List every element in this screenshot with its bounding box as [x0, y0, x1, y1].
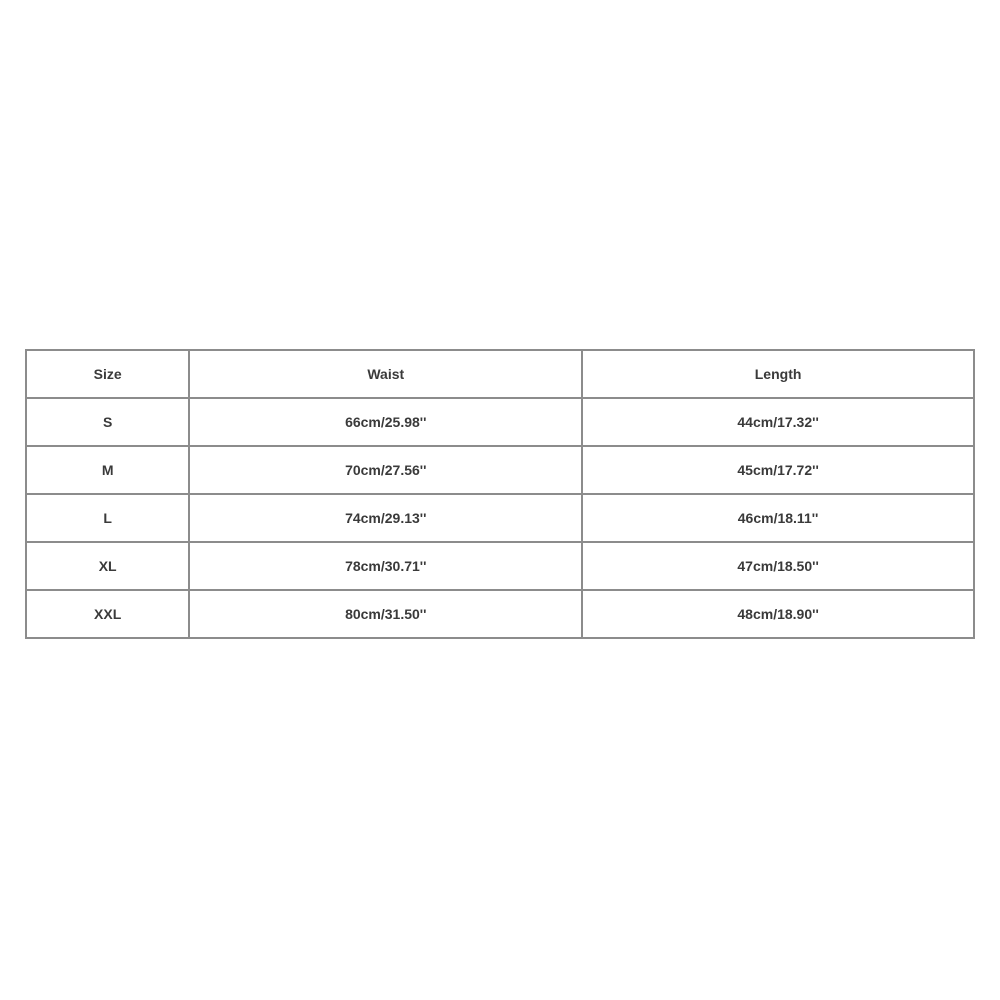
table-row: [26, 542, 974, 590]
cell-waist: 66cm/25.98'': [189, 398, 582, 446]
table-header-row: [26, 350, 974, 398]
cell-size: XL: [26, 542, 189, 590]
cell-length: 44cm/17.32'': [582, 398, 974, 446]
cell-waist: 80cm/31.50'': [189, 590, 582, 638]
table-row: [26, 494, 974, 542]
cell-waist: 74cm/29.13'': [189, 494, 582, 542]
cell-size: S: [26, 398, 189, 446]
table-row: [26, 446, 974, 494]
cell-size: M: [26, 446, 189, 494]
cell-length: 45cm/17.72'': [582, 446, 974, 494]
cell-length: 48cm/18.90'': [582, 590, 974, 638]
cell-waist: 78cm/30.71'': [189, 542, 582, 590]
header-size: Size: [26, 350, 189, 398]
cell-size: XXL: [26, 590, 189, 638]
table-row: [26, 590, 974, 638]
cell-size: L: [26, 494, 189, 542]
header-length: Length: [582, 350, 974, 398]
header-waist: Waist: [189, 350, 582, 398]
size-chart-table: [25, 349, 975, 639]
cell-length: 46cm/18.11'': [582, 494, 974, 542]
table-row: [26, 398, 974, 446]
cell-length: 47cm/18.50'': [582, 542, 974, 590]
cell-waist: 70cm/27.56'': [189, 446, 582, 494]
